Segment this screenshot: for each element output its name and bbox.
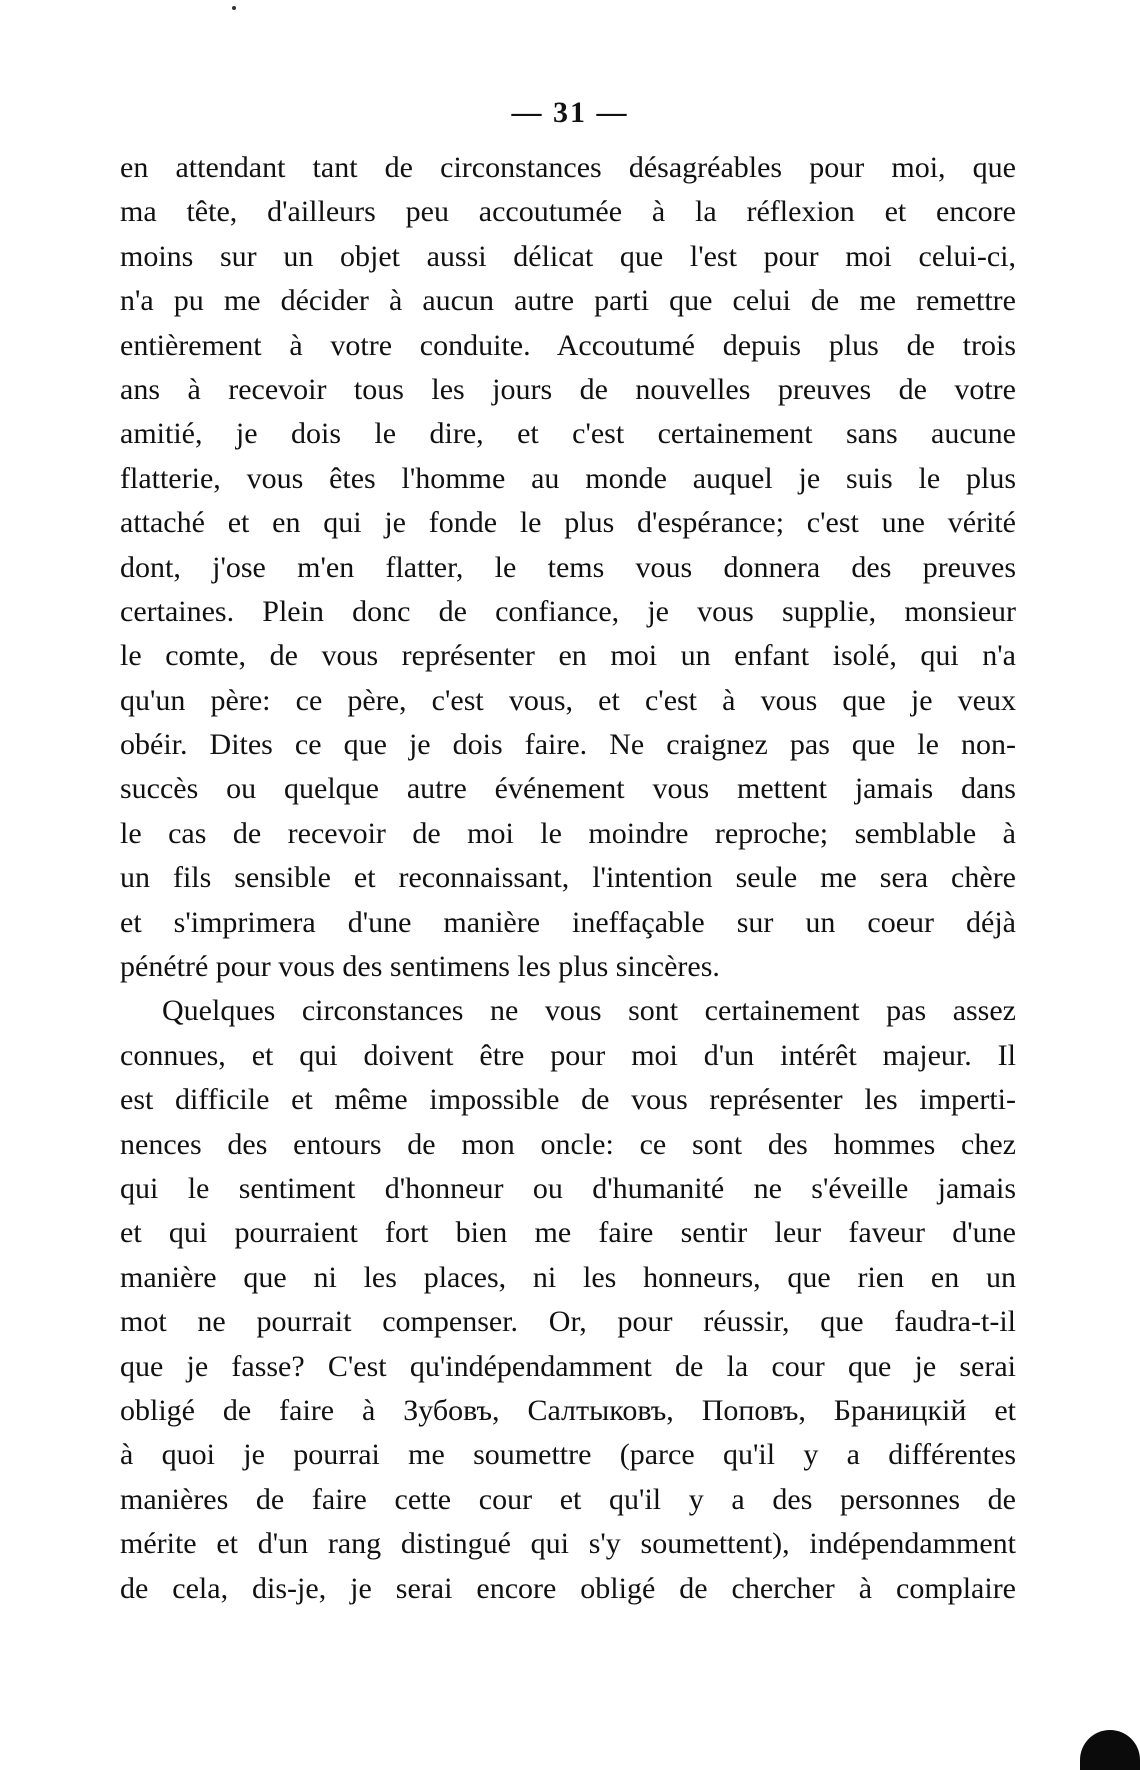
text-line: est difficile et même impossible de vous représenter les imperti- — [120, 1083, 1016, 1117]
text-line: et qui pourraient fort bien me faire sentir leur faveur d'une — [120, 1216, 1016, 1250]
text-line: entièrement à votre conduite. Accoutumé depuis plus de trois — [120, 328, 1016, 362]
text-line: que je fasse? C'est qu'indépendamment de la cour que je serai — [120, 1349, 1016, 1383]
text-line: mérite et d'un rang distingué qui s'y soumettent), indépendamment — [120, 1527, 1016, 1561]
text-line: le cas de recevoir de moi le moindre reproche; semblable à — [120, 816, 1016, 850]
text-line: moins sur un objet aussi délicat que l'est pour moi celui-ci, — [120, 239, 1016, 273]
text-line: manière que ni les places, ni les honneurs, que rien en un — [120, 1260, 1016, 1294]
text-line: mot ne pourrait compenser. Or, pour réussir, que faudra-t-il — [120, 1305, 1016, 1339]
text-line: de cela, dis-je, je serai encore obligé de chercher à complaire — [120, 1571, 1016, 1605]
print-speck — [232, 6, 236, 10]
text-line: ma tête, d'ailleurs peu accoutumée à la réflexion et encore — [120, 195, 1016, 229]
body-text — [120, 146, 1016, 1611]
text-line: ans à recevoir tous les jours de nouvelles preuves de votre — [120, 372, 1016, 406]
text-line: obéir. Dites ce que je dois faire. Ne craignez pas que le non- — [120, 728, 1016, 762]
page-number: — 31 — — [511, 96, 629, 129]
text-line: connues, et qui doivent être pour moi d'un intérêt majeur. Il — [120, 1038, 1016, 1072]
text-line: dont, j'ose m'en flatter, le tems vous donnera des preuves — [120, 550, 1016, 584]
text-line: pénétré pour vous des sentimens les plus sincères. — [120, 950, 720, 984]
text-line: amitié, je dois le dire, et c'est certainement sans aucune — [120, 417, 1016, 451]
text-line: certaines. Plein donc de confiance, je vous supplie, monsieur — [120, 594, 1016, 628]
text-line: à quoi je pourrai me soumettre (parce qu'il y a différentes — [120, 1438, 1016, 1472]
text-line: flatterie, vous êtes l'homme au monde auquel je suis le plus — [120, 461, 1016, 495]
scan-blot — [1080, 1730, 1140, 1770]
text-line: obligé de faire à Зубовъ, Салтыковъ, Поповъ, Браницкій et — [120, 1393, 1016, 1427]
text-line: attaché et en qui je fonde le plus d'espérance; c'est une vérité — [120, 506, 1016, 540]
text-line: qui le sentiment d'honneur ou d'humanité ne s'éveille jamais — [120, 1171, 1016, 1205]
text-line: un fils sensible et reconnaissant, l'intention seule me sera chère — [120, 861, 1016, 895]
text-line: et s'imprimera d'une manière ineffaçable sur un coeur déjà — [120, 905, 1016, 939]
text-line: nences des entours de mon oncle: ce sont des hommes chez — [120, 1127, 1016, 1161]
text-line: manières de faire cette cour et qu'il y a des personnes de — [120, 1482, 1016, 1516]
text-line: en attendant tant de circonstances désagréables pour moi, que — [120, 151, 1016, 184]
text-line: le comte, de vous représenter en moi un enfant isolé, qui n'a — [120, 639, 1016, 673]
text-line: succès ou quelque autre événement vous mettent jamais dans — [120, 772, 1016, 806]
text-line: Quelques circonstances ne vous sont certainement pas assez — [162, 994, 1016, 1028]
text-line: n'a pu me décider à aucun autre parti que celui de me remettre — [120, 284, 1016, 318]
text-line: qu'un père: ce père, c'est vous, et c'est à vous que je veux — [120, 683, 1016, 717]
